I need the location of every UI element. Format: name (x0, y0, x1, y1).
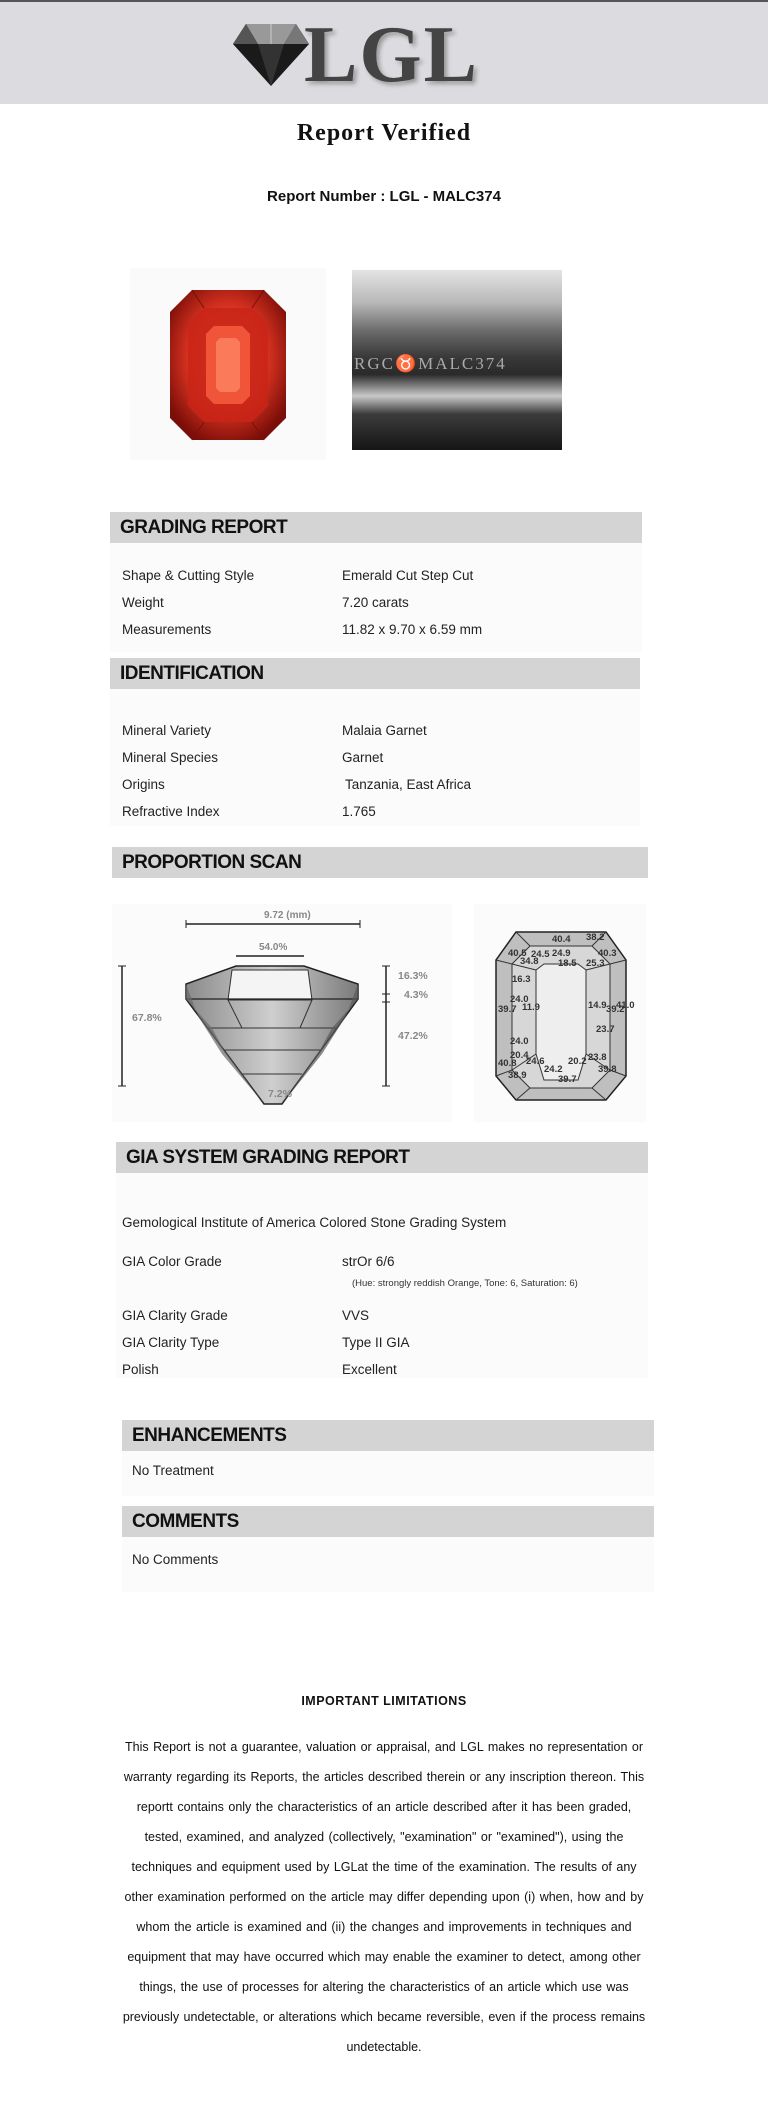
facet-label: 14.9 (588, 1000, 607, 1011)
facet-label: 40.5 (508, 948, 527, 959)
diamond-icon (232, 22, 310, 88)
comments-heading: COMMENTS (122, 1506, 654, 1537)
facet-label: 16.3 (512, 974, 531, 985)
table-label: 54.0% (259, 942, 288, 953)
facet-label: 24.0 (510, 1036, 529, 1047)
limitations-heading: IMPORTANT LIMITATIONS (301, 1694, 467, 1708)
comments-text: No Comments (132, 1552, 219, 1567)
facet-label: 38.9 (508, 1070, 527, 1081)
profile-diagram (112, 904, 452, 1122)
facet-label: 39.2 (606, 1004, 625, 1015)
culet-label: 7.2% (268, 1088, 292, 1100)
facet-label: 23.8 (588, 1052, 607, 1063)
facet-label: 20.2 (568, 1056, 587, 1067)
facet-label: 40.3 (598, 948, 617, 959)
proportion-scan-heading: PROPORTION SCAN (112, 847, 648, 878)
facet-label: 38.2 (586, 932, 605, 943)
facet-label: 25.3 (586, 958, 605, 969)
report-number: Report Number : LGL - MALC374 (267, 188, 501, 205)
enhancements-text: No Treatment (132, 1463, 214, 1478)
inscription-text: RGC♉MALC374 (354, 354, 507, 373)
width-label: 9.72 (mm) (264, 910, 311, 921)
facet-label: 24.6 (526, 1056, 545, 1067)
facet-label: 24.5 (531, 949, 550, 960)
pavilion-label: 47.2% (398, 1030, 428, 1042)
identification-heading: IDENTIFICATION (110, 658, 640, 689)
facet-label: 39.7 (498, 1004, 517, 1015)
facet-label: 40.4 (552, 934, 571, 945)
facet-label: 40.8 (498, 1058, 517, 1069)
facet-label: 23.7 (596, 1024, 615, 1035)
facet-label: 41.0 (616, 1000, 635, 1011)
hue-note: (Hue: strongly reddish Orange, Tone: 6, Saturation: 6) (352, 1278, 578, 1289)
header-banner (0, 0, 768, 104)
facet-label: 24.9 (552, 948, 571, 959)
gia-system-text: Gemological Institute of America Colored Stone Grading System (122, 1215, 507, 1230)
enhancements-heading: ENHANCEMENTS (122, 1420, 654, 1451)
facet-label: 39.7 (558, 1074, 577, 1085)
gem-photo (130, 268, 326, 460)
crown-label: 16.3% (398, 970, 428, 982)
facet-label: 11.9 (522, 1002, 540, 1013)
facet-label: 34.8 (520, 956, 539, 967)
facet-label: 20.4 (510, 1050, 529, 1061)
grading-report-heading: GRADING REPORT (110, 512, 642, 543)
facet-diagram (474, 904, 646, 1122)
logo-text: LGL (304, 11, 479, 99)
page-title: Report Verified (296, 120, 472, 146)
facet-label: 24.0 (510, 994, 529, 1005)
inscription-photo (352, 270, 562, 450)
facet-label: 39.8 (598, 1064, 617, 1075)
facet-label: 24.2 (544, 1064, 563, 1075)
gia-heading: GIA SYSTEM GRADING REPORT (116, 1142, 648, 1173)
depth-label: 67.8% (132, 1012, 162, 1024)
facet-label: 18.5 (558, 958, 577, 969)
lgl-logo (232, 11, 492, 99)
girdle-label: 4.3% (404, 989, 428, 1001)
limitations-text: This Report is not a guarantee, valuation or appraisal, and LGL makes no representation or warranty regarding its Reports, the articles described therein or any inscription thereon. This reportt contains only the characteristics of an article described after it has been graded, tested, examined, and analyzed (collectively, "examination" or "examined"), using the techniques and equipment used by LGLat the time of the examination. The results of any other examination performed on the article may differ depending upon (i) when, how and by whom the article is examined and (ii) the changes and improvements in techniques and equipment that may have occurred which may enable the examiner to detect, among other things, the use of processes for altering the characteristics of an article which use was previously undetectable, or alterations which became reversible, even if the process remains undetectable. (122, 1740, 646, 2054)
